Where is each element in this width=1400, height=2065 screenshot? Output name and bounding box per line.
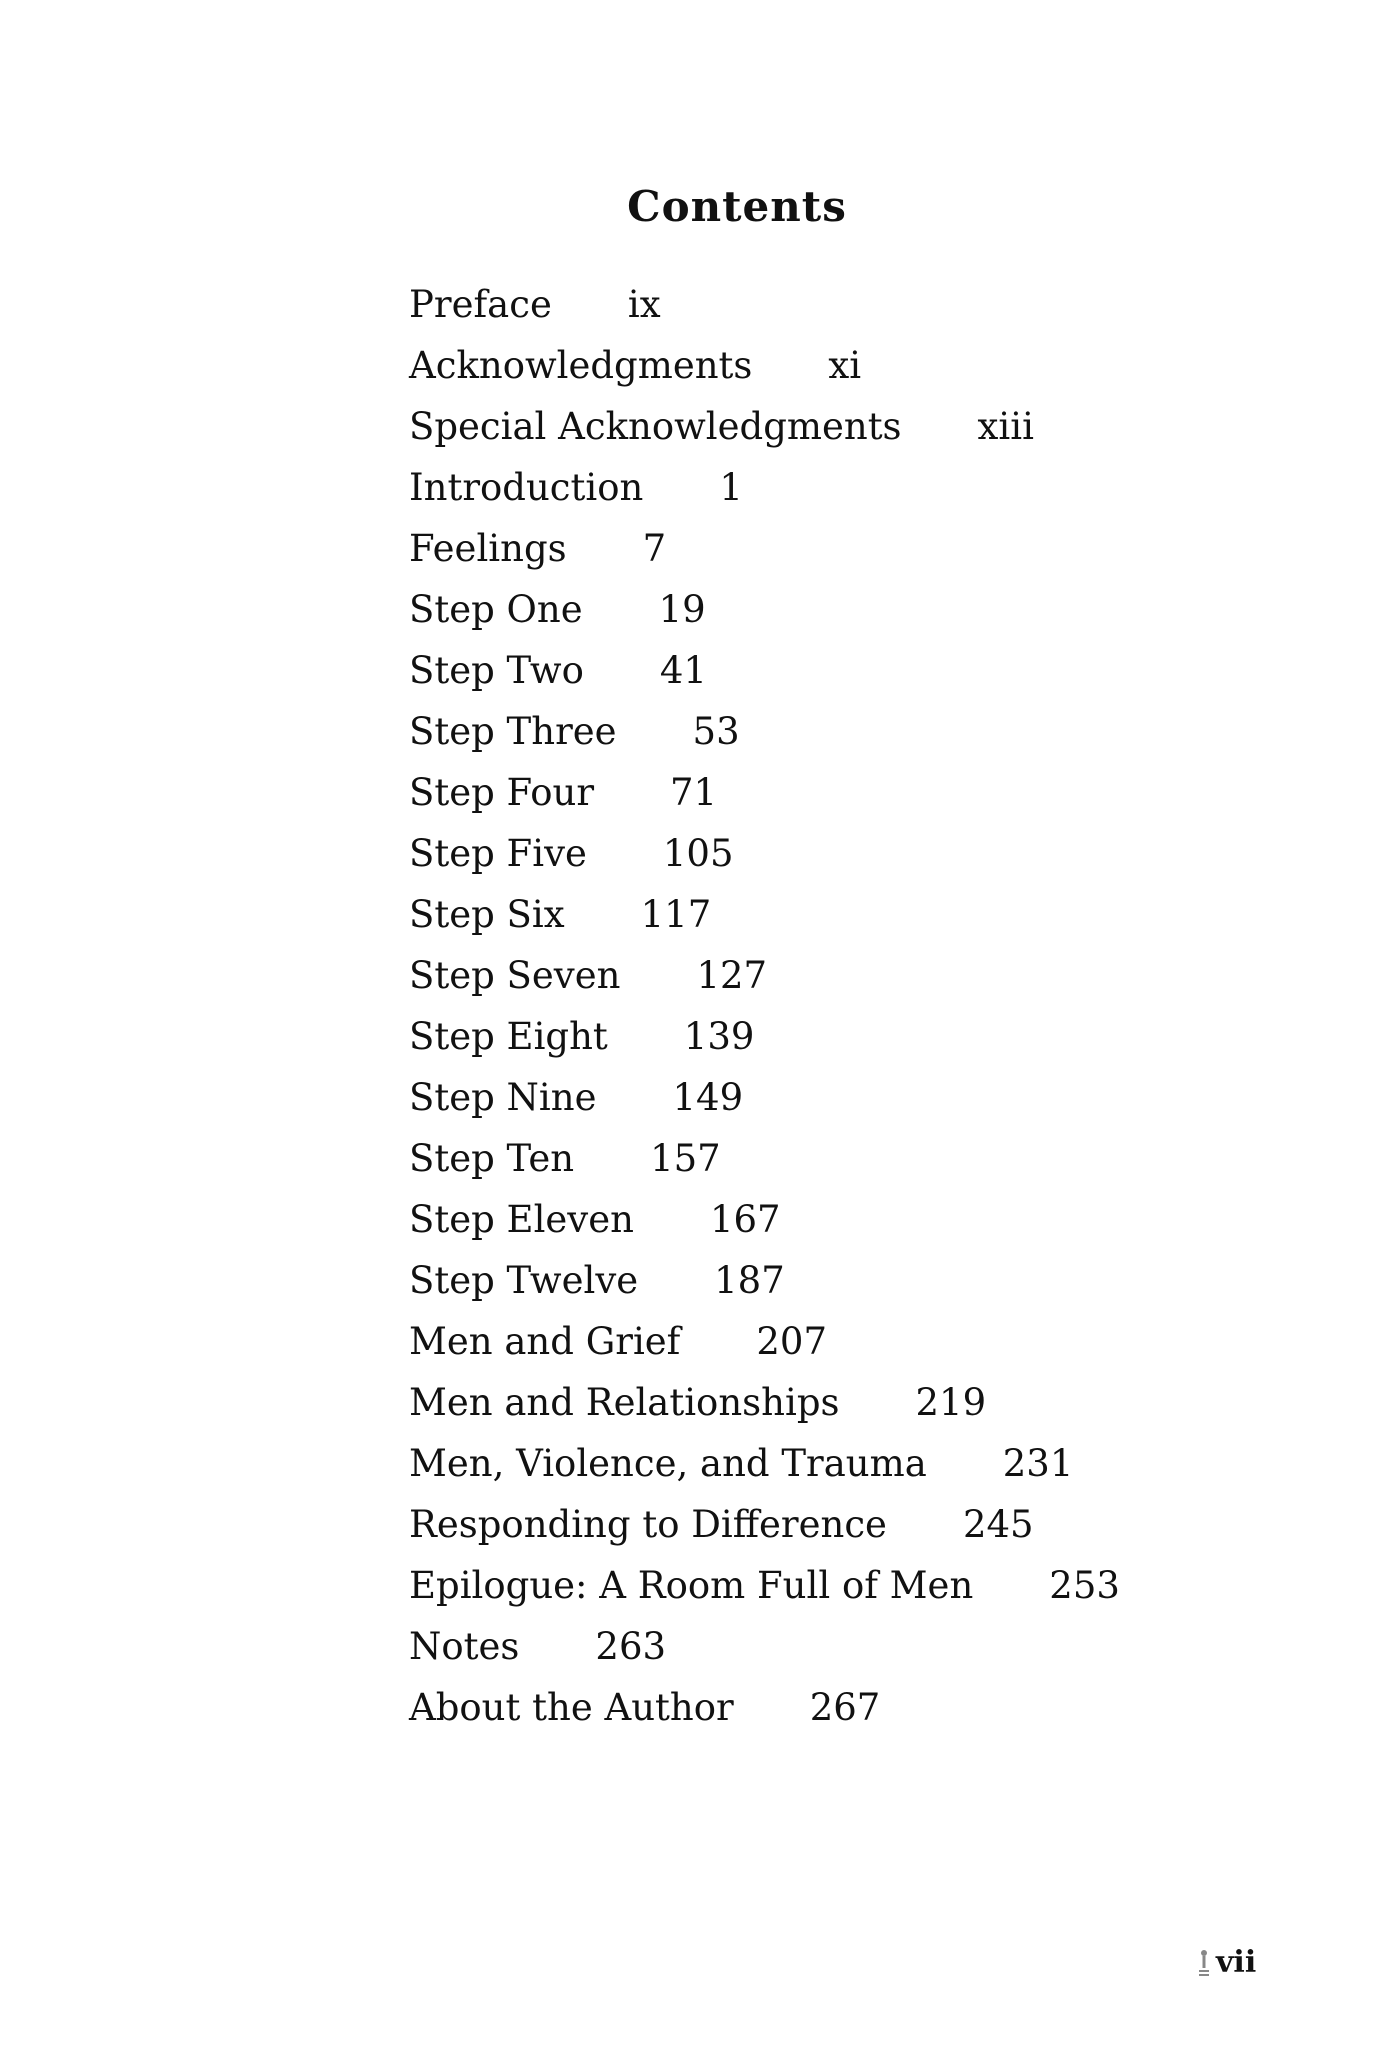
- toc-entry: [409, 1256, 1120, 1317]
- toc-entry-page: 187: [714, 1259, 785, 1302]
- toc-entry-page: 71: [670, 771, 718, 814]
- toc-entry-title: Step Eight: [409, 1015, 608, 1058]
- toc-entry-page: 105: [662, 832, 734, 875]
- toc-entry: [409, 890, 1120, 951]
- toc-entry: [409, 1622, 1120, 1683]
- toc-entry-page: 149: [672, 1076, 744, 1119]
- toc-entry-page: 41: [659, 649, 707, 692]
- toc-entry-title: Step Six: [409, 893, 565, 936]
- page-number: vii: [1216, 1945, 1257, 1980]
- toc-entry-page: 167: [709, 1198, 781, 1241]
- toc-entry-title: Special Acknowledgments: [409, 405, 902, 448]
- toc-entry-title: Feelings: [409, 527, 567, 570]
- toc-entry: [409, 829, 1120, 890]
- toc-entry-title: Acknowledgments: [409, 344, 753, 387]
- toc-entry-page: xiii: [977, 405, 1034, 448]
- toc-entry-title: Preface: [409, 283, 552, 326]
- toc-entry: [409, 1378, 1120, 1439]
- toc-entry-page: 219: [915, 1381, 987, 1424]
- toc-entry: [409, 951, 1120, 1012]
- toc-entry-page: 19: [658, 588, 706, 631]
- toc-entry-title: Notes: [409, 1625, 520, 1668]
- toc-entry-title: Epilogue: A Room Full of Men: [409, 1564, 974, 1607]
- toc-entry-page: 139: [683, 1015, 755, 1058]
- toc-entry: [409, 585, 1120, 646]
- toc-entry-title: Introduction: [409, 466, 644, 509]
- toc-entry-title: About the Author: [409, 1686, 734, 1729]
- toc-entry: [409, 646, 1120, 707]
- toc-entry-page: 1: [719, 466, 743, 509]
- toc-entry: [409, 1134, 1120, 1195]
- toc-entry: [409, 768, 1120, 829]
- toc-entry: [409, 1439, 1120, 1500]
- toc-entry-title: Step Twelve: [409, 1259, 639, 1302]
- toc-entry-page: 157: [650, 1137, 721, 1180]
- toc-entry-title: Step Nine: [409, 1076, 597, 1119]
- toc-entry-title: Step Two: [409, 649, 584, 692]
- toc-entry: [409, 1317, 1120, 1378]
- toc-entry-page: 245: [962, 1503, 1034, 1546]
- toc-entry-page: 127: [696, 954, 768, 997]
- toc-entry: [409, 463, 1120, 524]
- toc-entry-title: Step Ten: [409, 1137, 575, 1180]
- toc-entry: [409, 1500, 1120, 1561]
- toc-entry-page: 7: [642, 527, 667, 570]
- toc-entry: [409, 1561, 1120, 1622]
- toc-entry-title: Men, Violence, and Trauma: [409, 1442, 927, 1485]
- toc-entry-page: 53: [692, 710, 740, 753]
- toc-entry-title: Step One: [409, 588, 583, 631]
- toc-entry-page: 207: [756, 1320, 828, 1363]
- toc-entry-title: Men and Relationships: [409, 1381, 840, 1424]
- page-title: Contents: [627, 182, 847, 231]
- toc-entry-title: Step Seven: [409, 954, 621, 997]
- toc-entry: [409, 280, 1120, 341]
- toc-entry-page: 263: [595, 1625, 667, 1668]
- toc-entry-title: Men and Grief: [409, 1320, 681, 1363]
- toc-entry: [409, 1012, 1120, 1073]
- toc-entry-page: 253: [1049, 1564, 1120, 1607]
- toc-entry-title: Step Three: [409, 710, 617, 753]
- toc-entry-page: 231: [1002, 1442, 1074, 1485]
- toc-entry-page: 267: [809, 1686, 881, 1729]
- toc-entry: [409, 1683, 1120, 1744]
- toc-entry: [409, 524, 1120, 585]
- toc-entry: [409, 707, 1120, 768]
- ornament-icon: [1198, 1949, 1210, 1977]
- toc-entry-title: Step Eleven: [409, 1198, 634, 1241]
- table-of-contents: [409, 280, 1120, 1744]
- toc-entry: [409, 402, 1120, 463]
- toc-entry: [409, 341, 1120, 402]
- toc-entry-title: Step Four: [409, 771, 594, 814]
- toc-entry-title: Step Five: [409, 832, 587, 875]
- page-footer: [1198, 1945, 1256, 1980]
- toc-entry: [409, 1195, 1120, 1256]
- toc-entry-page: 117: [640, 893, 712, 936]
- toc-entry-page: xi: [828, 344, 862, 387]
- toc-entry: [409, 1073, 1120, 1134]
- toc-entry-page: ix: [627, 283, 661, 326]
- toc-entry-title: Responding to Difference: [409, 1503, 887, 1546]
